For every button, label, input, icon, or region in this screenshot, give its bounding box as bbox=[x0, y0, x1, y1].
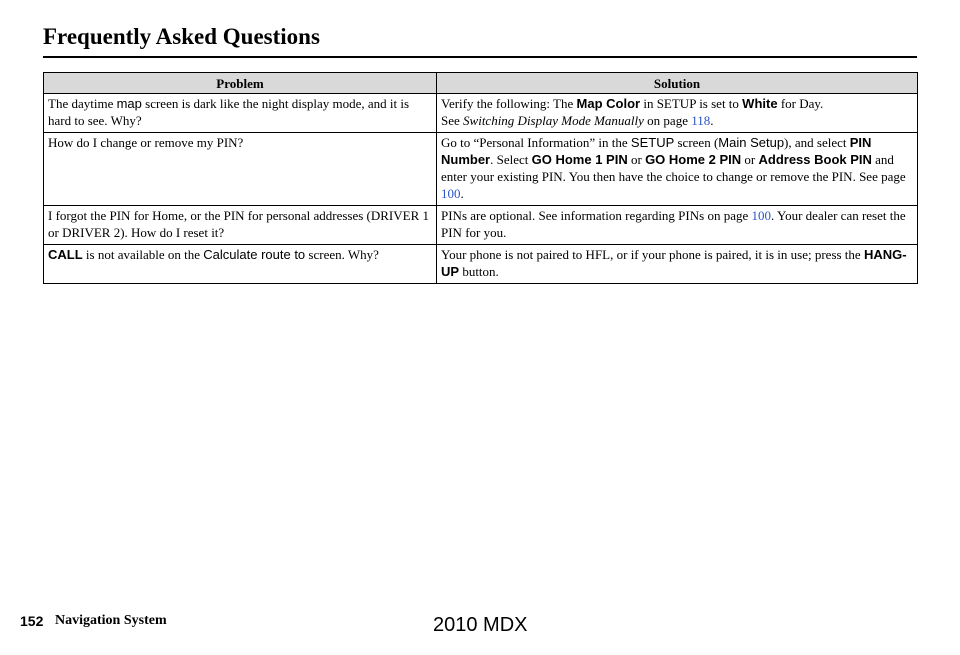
text: on page bbox=[643, 113, 692, 128]
problem-cell: How do I change or remove my PIN? bbox=[44, 133, 437, 206]
text: Your phone is not paired to HFL, or if your phone is paired, it is in use; press the bbox=[441, 247, 864, 262]
problem-cell: I forgot the PIN for Home, or the PIN for personal addresses (DRIVER 1 or DRIVER 2). How do I reset it? bbox=[44, 206, 437, 245]
ui-term: White bbox=[742, 96, 778, 111]
text: PINs are optional. See information regarding PINs on page bbox=[441, 208, 752, 223]
text: is not available on the bbox=[82, 247, 204, 262]
table-row bbox=[44, 133, 918, 206]
text: . Your dealer can reset the PIN for you. bbox=[441, 208, 906, 240]
text: and enter your existing PIN. You then have the choice to change or remove the PIN. See page bbox=[441, 152, 906, 184]
text: ), and select bbox=[784, 135, 850, 150]
ui-term: Calculate route to bbox=[203, 247, 306, 262]
table-row bbox=[44, 94, 918, 133]
text: button. bbox=[459, 264, 499, 279]
ui-term: map bbox=[116, 96, 142, 111]
text: screen ( bbox=[674, 135, 719, 150]
ui-term: CALL bbox=[48, 247, 83, 262]
footer-section-label: Navigation System bbox=[55, 613, 167, 628]
table-header-row bbox=[44, 73, 918, 94]
text: or bbox=[627, 152, 646, 167]
ui-term: Main Setup bbox=[718, 135, 785, 150]
table-row bbox=[44, 245, 918, 284]
faq-table bbox=[43, 72, 918, 284]
ui-term: HANG-UP bbox=[441, 247, 907, 279]
page-link[interactable]: 100 bbox=[441, 186, 461, 201]
section-reference: Switching Display Mode Manually bbox=[463, 113, 644, 128]
text: . bbox=[710, 113, 714, 128]
watermark: 2010 MDX bbox=[433, 614, 528, 636]
page-title: Frequently Asked Questions bbox=[43, 24, 320, 49]
text: in SETUP is set to bbox=[640, 96, 743, 111]
text: or bbox=[741, 152, 759, 167]
title-divider bbox=[43, 56, 917, 58]
ui-term: SETUP bbox=[630, 135, 675, 150]
ui-term: GO Home 2 PIN bbox=[645, 152, 742, 167]
column-header-problem: Problem bbox=[44, 73, 437, 94]
problem-cell bbox=[44, 94, 437, 133]
text: The daytime bbox=[48, 96, 117, 111]
text: . bbox=[460, 186, 464, 201]
ui-term: Map Color bbox=[576, 96, 641, 111]
problem-cell bbox=[44, 245, 437, 284]
text: screen is dark like the night display mode, and it is hard to see. Why? bbox=[48, 96, 410, 128]
solution-cell bbox=[437, 206, 918, 245]
solution-cell bbox=[437, 94, 918, 133]
ui-term: GO Home 1 PIN bbox=[531, 152, 628, 167]
text: . Select bbox=[490, 152, 532, 167]
text: See bbox=[441, 113, 464, 128]
text: screen. Why? bbox=[305, 247, 379, 262]
text: Go to “Personal Information” in the bbox=[441, 135, 631, 150]
page-link[interactable]: 118 bbox=[691, 113, 711, 128]
solution-cell bbox=[437, 133, 918, 206]
table-row bbox=[44, 206, 918, 245]
page-link[interactable]: 100 bbox=[751, 208, 771, 223]
column-header-solution: Solution bbox=[437, 73, 918, 94]
text: Verify the following: The bbox=[441, 96, 577, 111]
text: for Day. bbox=[777, 96, 824, 111]
solution-cell bbox=[437, 245, 918, 284]
ui-term: Address Book PIN bbox=[758, 152, 872, 167]
ui-term: PIN Number bbox=[441, 135, 872, 167]
page-number: 152 bbox=[20, 613, 44, 629]
